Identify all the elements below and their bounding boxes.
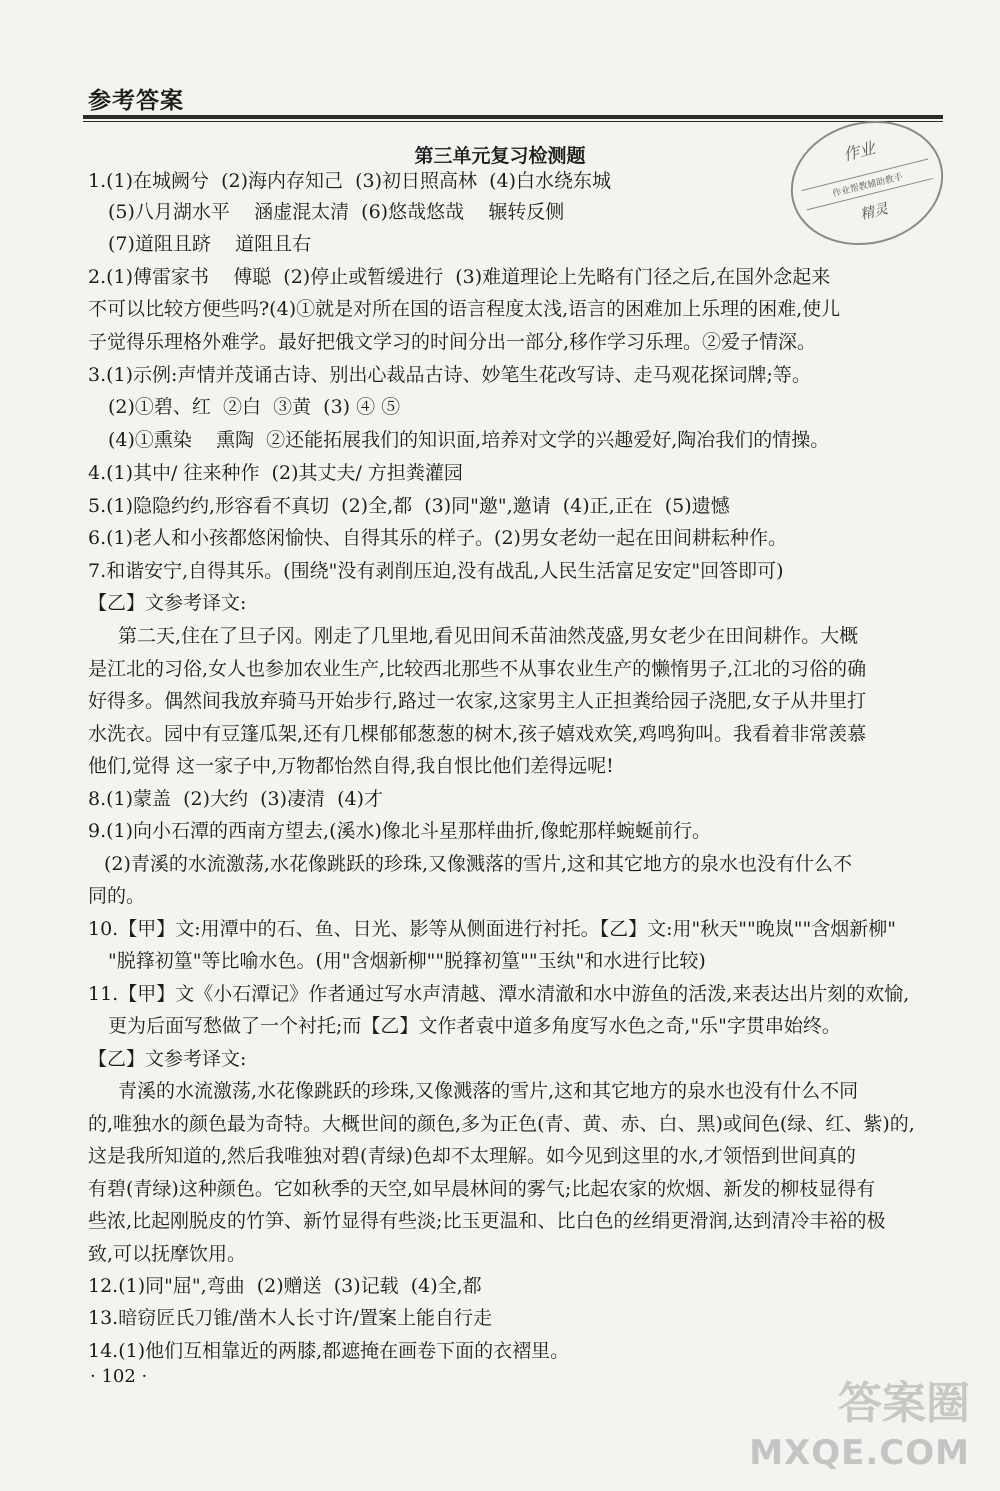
answer-line: 更为后面写愁做了一个衬托;而【乙】文作者袁中道多角度写水色之奇,"乐"字贯串始终。 — [108, 1015, 841, 1037]
answer-line: 2.(1)傅雷家书 傅聪 (2)停止或暂缓进行 (3)难道理论上先略有门径之后,在国外念起来 — [88, 266, 831, 288]
answer-line: 有碧(青绿)这种颜色。它如秋季的天空,如早晨林间的雾气;比起农家的炊烟、新发的柳枝显得有 — [88, 1178, 876, 1200]
answer-line: 是江北的习俗,女人也参加农业生产,比较西北那些不从事农业生产的懒惰男子,江北的习俗的确 — [88, 658, 867, 680]
stamp-line-3: 精灵 — [858, 200, 890, 224]
answer-line: 致,可以抚摩饮用。 — [88, 1243, 247, 1265]
answer-line: 1.(1)在城阙兮 (2)海内存知己 (3)初日照高林 (4)白水绕东城 — [88, 170, 612, 192]
answer-line: 青溪的水流激荡,水花像跳跃的珍珠,又像溅落的雪片,这和其它地方的泉水也没有什么不同 — [118, 1080, 859, 1102]
answer-line: 10.【甲】文:用潭中的石、鱼、日光、影等从侧面进行衬托。【乙】文:用"秋天""晚岚""含烟新柳" — [88, 918, 896, 940]
answer-line: (5)八月湖水平 涵虚混太清 (6)悠哉悠哉 辗转反侧 — [108, 201, 565, 223]
answer-line: 【乙】文参考译文: — [88, 592, 247, 614]
answer-line: 9.(1)向小石潭的西南方望去,(溪水)像北斗星那样曲折,像蛇那样蜿蜒前行。 — [88, 820, 711, 842]
answer-line: 12.(1)同"屈",弯曲 (2)赠送 (3)记载 (4)全,都 — [88, 1275, 482, 1297]
stamp-line-2: 作业帮教辅助教手 — [802, 159, 933, 211]
answer-line: 好得多。偶然间我放弃骑马开始步行,路过一农家,这家男主人正担粪给园子浇肥,女子从井里打 — [88, 690, 867, 712]
answer-line: 3.(1)示例:声情并茂诵古诗、别出心裁品古诗、妙笔生花改写诗、走马观花探词牌;等。 — [88, 364, 811, 386]
watermark-url: MXQE.COM — [749, 1433, 970, 1473]
answer-line: (2)①碧、红 ②白 ③黄 (3) ④ ⑤ — [108, 396, 401, 418]
answer-line: 【乙】文参考译文: — [88, 1048, 247, 1070]
answer-line: 7.和谐安宁,自得其乐。(围绕"没有剥削压迫,没有战乱,人民生活富足安定"回答即可) — [88, 560, 784, 582]
header-title: 参考答案 — [88, 88, 184, 114]
answer-line: (4)①熏染 熏陶 ②还能拓展我们的知识面,培养对文学的兴趣爱好,陶冶我们的情操。 — [108, 429, 830, 451]
answer-line: 不可以比较方便些吗?(4)①就是对所在国的语言程度太浅,语言的困难加上乐理的困难,使儿 — [88, 298, 841, 320]
answer-line: "脱箨初篁"等比喻水色。(用"含烟新柳""脱箨初篁""玉纨"和水进行比较) — [108, 950, 706, 972]
watermark-logo: 答案圈 — [838, 1378, 970, 1429]
answer-line: 这是我所知道的,然后我唯独对碧(青绿)色却不太理解。如今见到这里的水,才领悟到世间真的 — [88, 1145, 856, 1167]
answer-line: 5.(1)隐隐约约,形容看不真切 (2)全,都 (3)同"邀",邀请 (4)正,正在 (5)遗憾 — [88, 495, 730, 517]
answer-line: (2)青溪的水流激荡,水花像跳跃的珍珠,又像溅落的雪片,这和其它地方的泉水也没有什么不 — [104, 853, 853, 875]
section-title: 第三单元复习检测题 — [414, 145, 586, 167]
answer-line: 水洗衣。园中有豆篷瓜架,还有几棵郁郁葱葱的树木,孩子嬉戏欢笑,鸡鸣狗叫。我看着非常羡慕 — [88, 723, 867, 745]
answer-line: 11.【甲】文《小石潭记》作者通过写水声清越、潭水清澈和水中游鱼的活泼,来表达出片刻的欢愉, — [88, 983, 910, 1005]
answer-line: 些浓,比起刚脱皮的竹笋、新竹显得有些淡;比玉更温和、比白色的丝绢更滑润,达到清冷丰裕的极 — [88, 1210, 886, 1232]
answer-line: 14.(1)他们互相靠近的两膝,都遮掩在画卷下面的衣褶里。 — [88, 1340, 570, 1362]
answer-line: 第二天,住在了旦子冈。刚走了几里地,看见田间禾苗油然茂盛,男女老少在田间耕作。大概 — [118, 625, 859, 647]
answer-line: 6.(1)老人和小孩都悠闲愉快、自得其乐的样子。(2)男女老幼一起在田间耕耘种作。 — [88, 527, 787, 549]
page-number: · 102 · — [90, 1366, 148, 1387]
answer-line: 他们,觉得 这一家子中,万物都怡然自得,我自恨比他们差得远呢! — [88, 755, 614, 777]
answer-line: (7)道阻且跻 道阻且右 — [108, 233, 312, 255]
stamp-line-1: 作业 — [841, 138, 877, 165]
answer-line: 同的。 — [88, 885, 146, 907]
answer-line: 8.(1)蒙盖 (2)大约 (3)凄清 (4)才 — [88, 788, 384, 810]
answer-line: 4.(1)其中/ 往来种作 (2)其丈夫/ 方担粪灌园 — [88, 462, 463, 484]
answer-line: 子觉得乐理格外难学。最好把俄文学习的时间分出一部分,移作学习乐理。②爱子情深。 — [88, 331, 817, 353]
answer-line: 13.暗窃匠氏刀锥/凿木人长寸许/置案上能自行走 — [88, 1307, 493, 1329]
answer-line: 的,唯独水的颜色最为奇特。大概世间的颜色,多为正色(青、黄、赤、白、黑)或间色(绿、红、紫)的, — [88, 1113, 915, 1135]
